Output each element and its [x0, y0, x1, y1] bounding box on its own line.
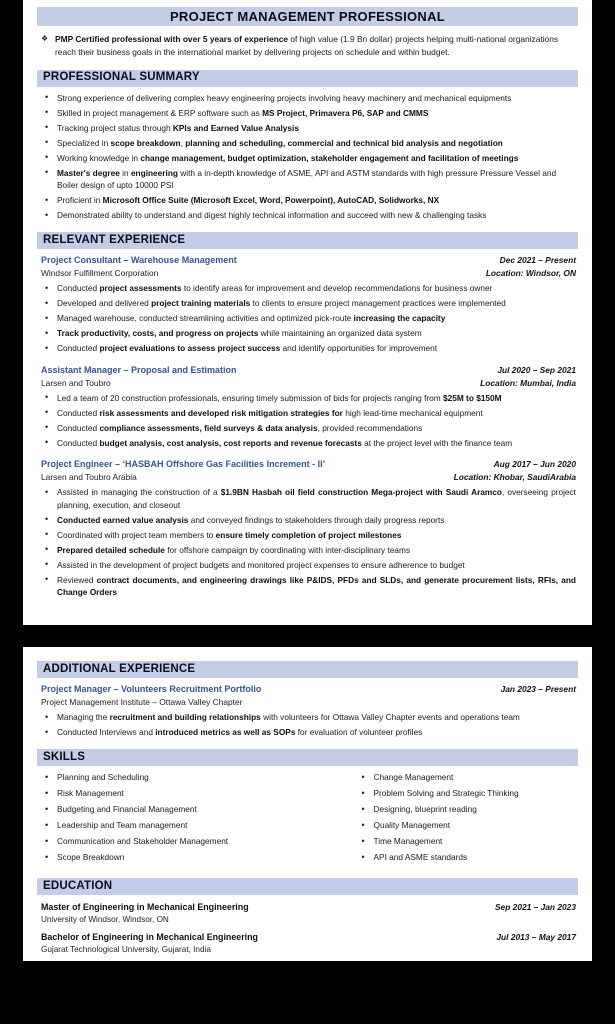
- list-item: [37, 327, 578, 339]
- list-item: [37, 92, 578, 104]
- text-run: in: [119, 167, 131, 178]
- section-header-skills: [37, 749, 578, 766]
- bold-run: PMP Certified professional with over 5 years of experience: [55, 34, 289, 44]
- skill-item: • Problem Solving and Strategic Thinking: [354, 787, 579, 799]
- experience-bullet-list: [37, 486, 578, 598]
- list-item: [37, 544, 578, 556]
- bold-run: Prepared detailed schedule: [57, 544, 165, 555]
- list-item: [37, 107, 578, 119]
- bold-run: scope breakdown: [110, 137, 181, 148]
- experience-entry-subheader: [37, 696, 578, 708]
- skill-item: • Change Management: [354, 771, 579, 783]
- text-run: and conveyed findings to stakeholders through daily progress reports: [188, 514, 445, 525]
- additional-experience-entries: [37, 683, 578, 738]
- list-item: [37, 407, 578, 419]
- bold-run: engineering: [130, 167, 178, 178]
- list-item: [37, 297, 578, 309]
- bold-run: Track productivity, costs, and progress on projects: [57, 328, 259, 339]
- text-run: Assisted in managing the construction of a: [57, 487, 221, 498]
- experience-location: Location: Mumbai, India: [480, 377, 576, 388]
- text-run: with volunteers for Ottawa Valley Chapter events and operations team: [260, 712, 520, 723]
- list-item: [37, 514, 578, 526]
- bold-run: increasing the capacity: [353, 313, 446, 324]
- experience-location: Location: Khobar, SaudiArabia: [453, 472, 576, 483]
- list-item: [37, 152, 578, 164]
- list-item: [37, 194, 578, 206]
- section-title: PROFESSIONAL SUMMARY: [43, 71, 200, 84]
- skill-item: • Scope Breakdown: [37, 851, 308, 863]
- experience-date-range: Jan 2023 – Present: [500, 684, 576, 695]
- text-run: Developed and delivered: [57, 298, 152, 309]
- text-run: Demonstrated ability to understand and digest highly technical information and succeed with new & challenging tasks: [57, 210, 487, 220]
- text-run: Conducted: [57, 422, 100, 433]
- list-item: [37, 209, 578, 221]
- bold-run: $1.9BN Hasbah oil field construction Mega-project with Saudi Aramco: [220, 487, 502, 498]
- section-professional-summary: [37, 70, 578, 222]
- text-run: Coordinated with project team members to: [57, 529, 216, 540]
- experience-bullet-list: [37, 392, 578, 449]
- list-item: [37, 559, 578, 571]
- list-item: [37, 437, 578, 449]
- relevant-experience-entries: [37, 254, 578, 598]
- experience-date-range: Dec 2021 – Present: [499, 255, 576, 266]
- list-item: [37, 122, 578, 134]
- skill-item: • API and ASME standards: [354, 851, 579, 863]
- experience-organization: Windsor Fulfillment Corporation: [41, 268, 159, 279]
- section-header-additional-experience: [37, 661, 578, 678]
- education-date-range: Sep 2021 – Jan 2023: [494, 902, 576, 913]
- text-run: Specialized in: [57, 137, 111, 148]
- text-run: for offshore campaign by coordinating with inter-disciplinary teams: [164, 544, 411, 555]
- section-title: RELEVANT EXPERIENCE: [43, 234, 186, 247]
- experience-entry-header: [37, 364, 578, 377]
- skill-item: • Risk Management: [37, 787, 308, 799]
- skills-columns: [37, 771, 578, 867]
- text-run: Managed warehouse, conducted streamlining activities and optimized pick-route: [57, 313, 354, 324]
- experience-entry-subheader: [37, 471, 578, 483]
- text-run: Conducted: [57, 407, 100, 418]
- resume-page-1: [23, 0, 592, 625]
- bold-run: Conducted earned value analysis: [57, 514, 189, 525]
- education-entries: [37, 901, 578, 955]
- page-title: PROJECT MANAGEMENT PROFESSIONAL: [169, 9, 446, 24]
- text-run: to identify areas for improvement and develop recommendations for business owner: [181, 283, 493, 294]
- bold-run: contract documents, and engineering drawings like P&IDS, PFDs and SLDs, and generate procurement lists, RFIs, and Change Orders: [57, 574, 576, 598]
- education-entry: [37, 901, 578, 925]
- bold-run: KPIs and Earned Value Analysis: [172, 122, 299, 133]
- experience-date-range: Aug 2017 – Jun 2020: [493, 459, 576, 470]
- education-entry-header: [37, 901, 578, 914]
- list-item: [37, 167, 578, 192]
- list-item: [37, 342, 578, 354]
- education-degree: Master of Engineering in Mechanical Engineering: [41, 902, 249, 913]
- text-run: Working knowledge in: [57, 152, 141, 163]
- section-title: EDUCATION: [43, 880, 113, 893]
- bold-run: planning and scheduling, commercial and technical bid analysis and negotiation: [185, 137, 503, 148]
- list-item: [37, 137, 578, 149]
- bold-run: introduced metrics as well as SOPs: [155, 727, 296, 738]
- skill-item: • Leadership and Team management: [37, 819, 308, 831]
- text-run: Conducted: [57, 283, 100, 294]
- experience-entry: [37, 254, 578, 354]
- text-run: at the project level with the finance team: [361, 437, 513, 448]
- section-header-education: [37, 878, 578, 895]
- section-skills: [37, 749, 578, 867]
- text-run: of high value (1.9 Bn dollar) projects helping multi-national organizations reach their business goals in the international market by delivering projects on schedule and within budget.: [55, 34, 559, 57]
- text-run: Assisted in the development of project budgets and monitored project expenses to ensure adherence to budget: [57, 559, 465, 570]
- list-item: [37, 486, 578, 511]
- skills-list-left: [37, 771, 308, 863]
- text-run: Strong experience of delivering complex heavy engineering projects involving heavy machinery and mechanical equipments: [57, 92, 512, 103]
- experience-entry-subheader: [37, 267, 578, 279]
- experience-entry: [37, 683, 578, 738]
- text-run: Tracking project status through: [57, 122, 173, 133]
- experience-organization: Larsen and Toubro: [41, 377, 111, 388]
- bold-run: recruitment and building relationships: [109, 712, 261, 723]
- headline-list: [37, 33, 578, 59]
- skill-item: • Time Management: [354, 835, 579, 847]
- text-run: Conducted: [57, 343, 100, 354]
- text-run: while maintaining an organized data system: [258, 328, 422, 339]
- list-item: [37, 711, 578, 723]
- list-item: [37, 529, 578, 541]
- document-title-bar: [37, 7, 578, 26]
- experience-role-title: Project Engineer – ‘HASBAH Offshore Gas Facilities Increment - II’: [41, 459, 326, 470]
- skills-list-right: [354, 771, 579, 863]
- resume-document-stack: [23, 0, 592, 961]
- experience-role-title: Assistant Manager – Proposal and Estimation: [41, 364, 237, 375]
- text-run: Conducted: [57, 437, 100, 448]
- headline-text: [55, 34, 558, 57]
- bold-run: project evaluations to assess project success: [99, 343, 281, 354]
- skill-item: • Budgeting and Financial Management: [37, 803, 308, 815]
- experience-entry-header: [37, 458, 578, 471]
- section-title: SKILLS: [43, 751, 86, 764]
- text-run: Led a team of 20 construction professionals, ensuring timely submission of bids for projects ranging from: [57, 392, 443, 403]
- experience-organization: Larsen and Toubro Arabia: [41, 472, 137, 483]
- list-item: [37, 574, 578, 599]
- bold-run: project training materials: [151, 298, 251, 309]
- section-education: [37, 878, 578, 955]
- bold-run: $25M to $150M: [443, 392, 502, 403]
- skill-item: • Communication and Stakeholder Management: [37, 835, 308, 847]
- bold-run: Master's degree: [57, 167, 120, 178]
- text-run: to clients to ensure project management practices were implemented: [250, 298, 506, 309]
- text-run: and identify opportunities for improvement: [280, 343, 438, 354]
- section-additional-experience: [37, 661, 578, 738]
- experience-bullet-list: [37, 711, 578, 738]
- education-school: University of Windsor, Windsor, ON: [41, 914, 169, 924]
- experience-date-range: Jul 2020 – Sep 2021: [497, 364, 576, 375]
- resume-page-2: [23, 647, 592, 961]
- text-run: Skilled in project management & ERP software such as: [57, 107, 263, 118]
- text-run: , overseeing project planning, execution, and closeout: [57, 487, 576, 510]
- headline-item: [37, 33, 578, 59]
- list-item: [37, 312, 578, 324]
- skill-item: • Planning and Scheduling: [37, 771, 308, 783]
- list-item: [37, 282, 578, 294]
- text-run: Proficient in: [57, 195, 103, 205]
- text-run: Reviewed: [57, 574, 97, 585]
- skills-column-right: [308, 771, 579, 867]
- experience-organization: Project Management Institute – Ottawa Valley Chapter: [41, 697, 243, 708]
- bold-run: budget analysis, cost analysis, cost reports and revenue forecasts: [99, 437, 362, 448]
- skill-item: • Designing, blueprint reading: [354, 803, 579, 815]
- bold-run: MS Project, Primavera P6, SAP and CMMS: [262, 107, 429, 118]
- bold-run: project assessments: [99, 283, 182, 294]
- text-run: for evaluation of volunteer profiles: [295, 727, 423, 738]
- skills-column-left: [37, 771, 308, 867]
- section-title: ADDITIONAL EXPERIENCE: [43, 662, 196, 675]
- skill-item: • Quality Management: [354, 819, 579, 831]
- section-header-relevant-experience: [37, 232, 578, 249]
- education-degree: Bachelor of Engineering in Mechanical Engineering: [41, 932, 258, 943]
- list-item: [37, 392, 578, 404]
- section-relevant-experience: [37, 232, 578, 598]
- education-date-range: Jul 2013 – May 2017: [496, 932, 576, 943]
- text-run: ,: [180, 137, 186, 148]
- education-school: Gujarat Technological University, Gujarat, India: [41, 944, 211, 954]
- experience-entry-header: [37, 683, 578, 696]
- text-run: , provided recommendations: [317, 422, 423, 433]
- experience-entry-header: [37, 254, 578, 267]
- experience-bullet-list: [37, 282, 578, 354]
- experience-location: Location: Windsor, ON: [485, 268, 576, 279]
- education-entry: [37, 931, 578, 955]
- education-entry-header: [37, 931, 578, 944]
- text-run: Conducted Interviews and: [57, 727, 156, 738]
- list-item: [37, 422, 578, 434]
- text-run: high lead-time mechanical equipment: [342, 407, 483, 418]
- experience-entry: [37, 364, 578, 449]
- experience-entry: [37, 458, 578, 598]
- page-separator: [23, 625, 592, 647]
- bold-run: change management, budget optimization, stakeholder engagement and facilitation of meetings: [140, 152, 519, 163]
- bold-run: ensure timely completion of project milestones: [215, 529, 402, 540]
- text-run: with a in-depth knowledge of ASME, API and ASTM standards with high pressure Pressure Vessel and Boiler design of upto 10000 PSI: [57, 167, 557, 190]
- bold-run: risk assessments and developed risk mitigation strategies for: [99, 407, 343, 418]
- list-item: [37, 726, 578, 738]
- section-header-professional-summary: [37, 70, 578, 87]
- professional-summary-list: [37, 92, 578, 222]
- bold-run: compliance assessments, field surveys & data analysis: [99, 422, 318, 433]
- experience-entry-subheader: [37, 377, 578, 389]
- experience-role-title: Project Manager – Volunteers Recruitment Portfolio: [41, 684, 262, 695]
- text-run: Managing the: [57, 712, 110, 723]
- bold-run: Microsoft Office Suite (Microsoft Excel, Word, Powerpoint), AutoCAD, Solidworks, NX: [102, 195, 440, 205]
- experience-role-title: Project Consultant – Warehouse Management: [41, 255, 237, 266]
